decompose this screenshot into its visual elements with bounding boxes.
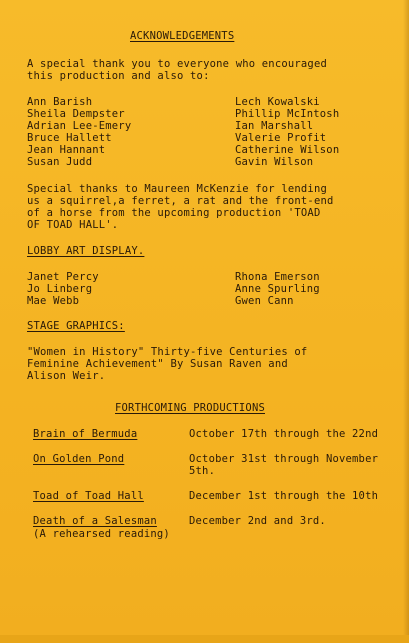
lobby-artist-left: Janet Percy: [27, 271, 99, 283]
stage-line: Feminine Achievement" By Susan Raven and: [27, 358, 288, 370]
lobby-artist-right: Anne Spurling: [235, 283, 320, 295]
thanks-name-right: Phillip McIntosh: [235, 108, 340, 120]
forthcoming-heading: FORTHCOMING PRODUCTIONS: [115, 402, 265, 414]
thanks-name-right: Ian Marshall: [235, 120, 314, 132]
production-title: On Golden Pond: [33, 453, 125, 465]
production-title: Death of a Salesman: [33, 515, 157, 527]
production-dates: October 31st through November: [189, 453, 379, 465]
production-subtitle: (A rehearsed reading): [33, 528, 170, 540]
stage-heading: STAGE GRAPHICS:: [27, 320, 125, 332]
thanks-name-left: Ann Barish: [27, 96, 93, 108]
lobby-artist-right: Rhona Emerson: [235, 271, 320, 283]
thanks-name-left: Jean Hannant: [27, 144, 106, 156]
stage-line: Alison Weir.: [27, 370, 106, 382]
special-thanks-line: us a squirrel,a ferret, a rat and the front-end: [27, 195, 334, 207]
lobby-artist-left: Jo Linberg: [27, 283, 93, 295]
special-thanks-line: OF TOAD HALL'.: [27, 219, 119, 231]
lobby-artist-left: Mae Webb: [27, 295, 80, 307]
lobby-artist-right: Gwen Cann: [235, 295, 294, 307]
stage-line: "Women in History" Thirty-five Centuries of: [27, 346, 308, 358]
special-thanks-line: of a horse from the upcoming production 'TOAD: [27, 207, 321, 219]
intro-line-2: this production and also to:: [27, 70, 210, 82]
production-dates: October 17th through the 22nd: [189, 428, 379, 440]
paper-edge-shadow: [403, 0, 409, 643]
lobby-heading: LOBBY ART DISPLAY.: [27, 245, 145, 257]
production-title: Toad of Toad Hall: [33, 490, 144, 502]
acknowledgements-heading: ACKNOWLEDGEMENTS: [130, 30, 235, 42]
special-thanks-line: Special thanks to Maureen McKenzie for lending: [27, 183, 327, 195]
thanks-name-right: Valerie Profit: [235, 132, 327, 144]
production-title: Brain of Bermuda: [33, 428, 138, 440]
thanks-name-left: Susan Judd: [27, 156, 93, 168]
thanks-name-left: Bruce Hallett: [27, 132, 112, 144]
production-dates: December 1st through the 10th: [189, 490, 379, 502]
thanks-name-left: Sheila Dempster: [27, 108, 125, 120]
intro-line-1: A special thank you to everyone who encouraged: [27, 58, 327, 70]
production-dates: December 2nd and 3rd.: [189, 515, 326, 527]
production-dates: 5th.: [189, 465, 216, 477]
thanks-name-right: Gavin Wilson: [235, 156, 314, 168]
thanks-name-right: Lech Kowalski: [235, 96, 320, 108]
thanks-name-right: Catherine Wilson: [235, 144, 340, 156]
thanks-name-left: Adrian Lee-Emery: [27, 120, 132, 132]
paper-bottom-edge: [0, 635, 409, 643]
